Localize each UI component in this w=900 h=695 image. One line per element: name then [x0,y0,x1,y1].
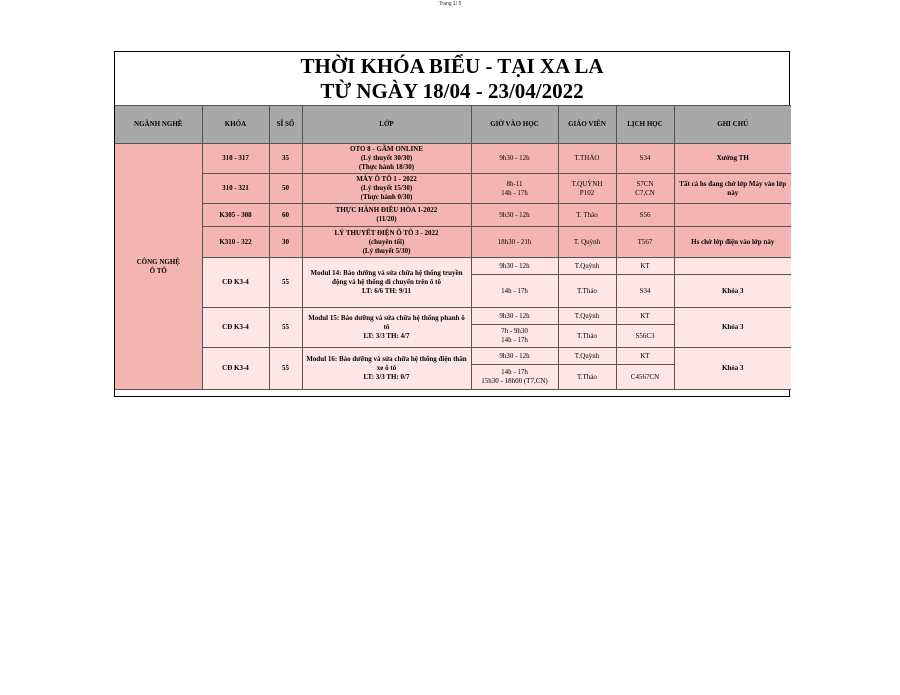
title-line-2: TỪ NGÀY 18/04 - 23/04/2022 [320,79,584,103]
lich-cell: T567 [616,227,674,258]
table-row [115,227,791,258]
nganh-cell [115,144,202,390]
table-row [115,144,791,174]
table-row [115,204,791,227]
lop-cell: MÁY Ô TÔ 1 - 2022 (Lý thuyết 15/30) (Thực hành 0/30) [302,174,471,204]
giao-vien-cell: T.Quỳnh [558,348,616,365]
si-so-cell: 55 [269,348,302,390]
ghi-chu-cell: Hs chờ lớp điện vào lớp này [674,227,791,258]
si-so-cell: 50 [269,174,302,204]
gio-cell: 14h - 17h 15h30 - 18h00 (T7,CN) [471,365,558,390]
lich-cell: S7CN C7,CN [616,174,674,204]
lop-cell: THỰC HÀNH ĐIỀU HÒA 1-2022 (11/20) [302,204,471,227]
giao-vien-cell: T. Quỳnh [558,227,616,258]
giao-vien-cell: T. Thảo [558,204,616,227]
title-block [115,52,789,105]
si-so-cell: 55 [269,308,302,348]
header-khoa: KHÓA [202,106,269,144]
gio-cell: 8h-11 14h - 17h [471,174,558,204]
nganh-label: CÔNG NGHỆ Ô TÔ [136,257,180,275]
lich-cell: C4567CN [616,365,674,390]
giao-vien-cell: T.Thảo [558,275,616,308]
khoa-cell: 310 - 321 [202,174,269,204]
timetable [115,105,791,390]
lich-cell: S56C3 [616,325,674,348]
header-lop: LỚP [302,106,471,144]
lich-cell: KT [616,348,674,365]
si-so-cell: 30 [269,227,302,258]
lich-cell: S56 [616,204,674,227]
si-so-cell: 60 [269,204,302,227]
header-row [115,106,791,144]
table-row [115,308,791,325]
gio-cell: 7h - 9h30 14h - 17h [471,325,558,348]
giao-vien-cell: T.Thảo [558,325,616,348]
khoa-cell: CĐ K3-4 [202,348,269,390]
lop-cell: LÝ THUYẾT ĐIỆN Ô TÔ 3 - 2022 (chuyên tối) (Lý thuyết 5/30) [302,227,471,258]
khoa-cell: CĐ K3-4 [202,258,269,308]
ghi-chu-cell: Khóa 3 [674,348,791,390]
lich-cell: KT [616,308,674,325]
header-gio-vao-hoc: GIỜ VÀO HỌC [471,106,558,144]
header-lich-hoc: LỊCH HỌC [616,106,674,144]
giao-vien-cell: T.QUỲNH P102 [558,174,616,204]
gio-cell: 18h30 - 21h [471,227,558,258]
ghi-chu-cell: Tất cả hs đang chờ lớp Máy vào lớp này [674,174,791,204]
gio-cell: 9h30 - 12h [471,258,558,275]
si-so-cell: 55 [269,258,302,308]
lop-cell: Modul 15: Bảo dưỡng và sửa chữa hệ thống phanh ô tô LT: 3/3 TH: 4/7 [302,308,471,348]
header-giao-vien: GIÁO VIÊN [558,106,616,144]
si-so-cell: 35 [269,144,302,174]
khoa-cell: CĐ K3-4 [202,308,269,348]
giao-vien-cell: T.Thảo [558,365,616,390]
ghi-chu-cell [674,258,791,275]
title-line-1: THỜI KHÓA BIỂU - TẠI XA LA [300,54,604,78]
gio-cell: 9h30 - 12h [471,348,558,365]
timetable-sheet [114,51,790,397]
table-row [115,174,791,204]
lich-cell: S34 [616,275,674,308]
gio-cell: 9h30 - 12h [471,144,558,174]
lich-cell: KT [616,258,674,275]
giao-vien-cell: T.Quỳnh [558,308,616,325]
giao-vien-cell: T.Quỳnh [558,258,616,275]
lop-cell: Modul 14: Bảo dưỡng và sửa chữa hệ thống truyền động và hệ thống di chuyển trên ô tô LT: 6/6 TH: 9/11 [302,258,471,308]
ghi-chu-cell: Khóa 3 [674,275,791,308]
khoa-cell: 310 - 317 [202,144,269,174]
khoa-cell: K305 - 308 [202,204,269,227]
gio-cell: 9h30 - 12h [471,308,558,325]
header-si-so: SĨ SỐ [269,106,302,144]
header-ghi-chu: GHI CHÚ [674,106,791,144]
page-number: Trang 1/ 5 [438,1,462,7]
ghi-chu-cell: Xưởng TH [674,144,791,174]
lop-cell: OTO 8 - GẦM ONLINE (Lý thuyết 30/30) (Thực hành 18/30) [302,144,471,174]
header-nganh-nghe: NGÀNH NGHỀ [115,106,202,144]
lich-cell: S34 [616,144,674,174]
gio-cell: 9h30 - 12h [471,204,558,227]
table-row [115,348,791,365]
gio-cell: 14h - 17h [471,275,558,308]
ghi-chu-cell: Khóa 3 [674,308,791,348]
table-row [115,258,791,275]
giao-vien-cell: T.THẢO [558,144,616,174]
ghi-chu-cell [674,204,791,227]
khoa-cell: K310 - 322 [202,227,269,258]
lop-cell: Modul 16: Bảo dưỡng và sửa chữa hệ thống điện thân xe ô tô LT: 3/3 TH: 0/7 [302,348,471,390]
